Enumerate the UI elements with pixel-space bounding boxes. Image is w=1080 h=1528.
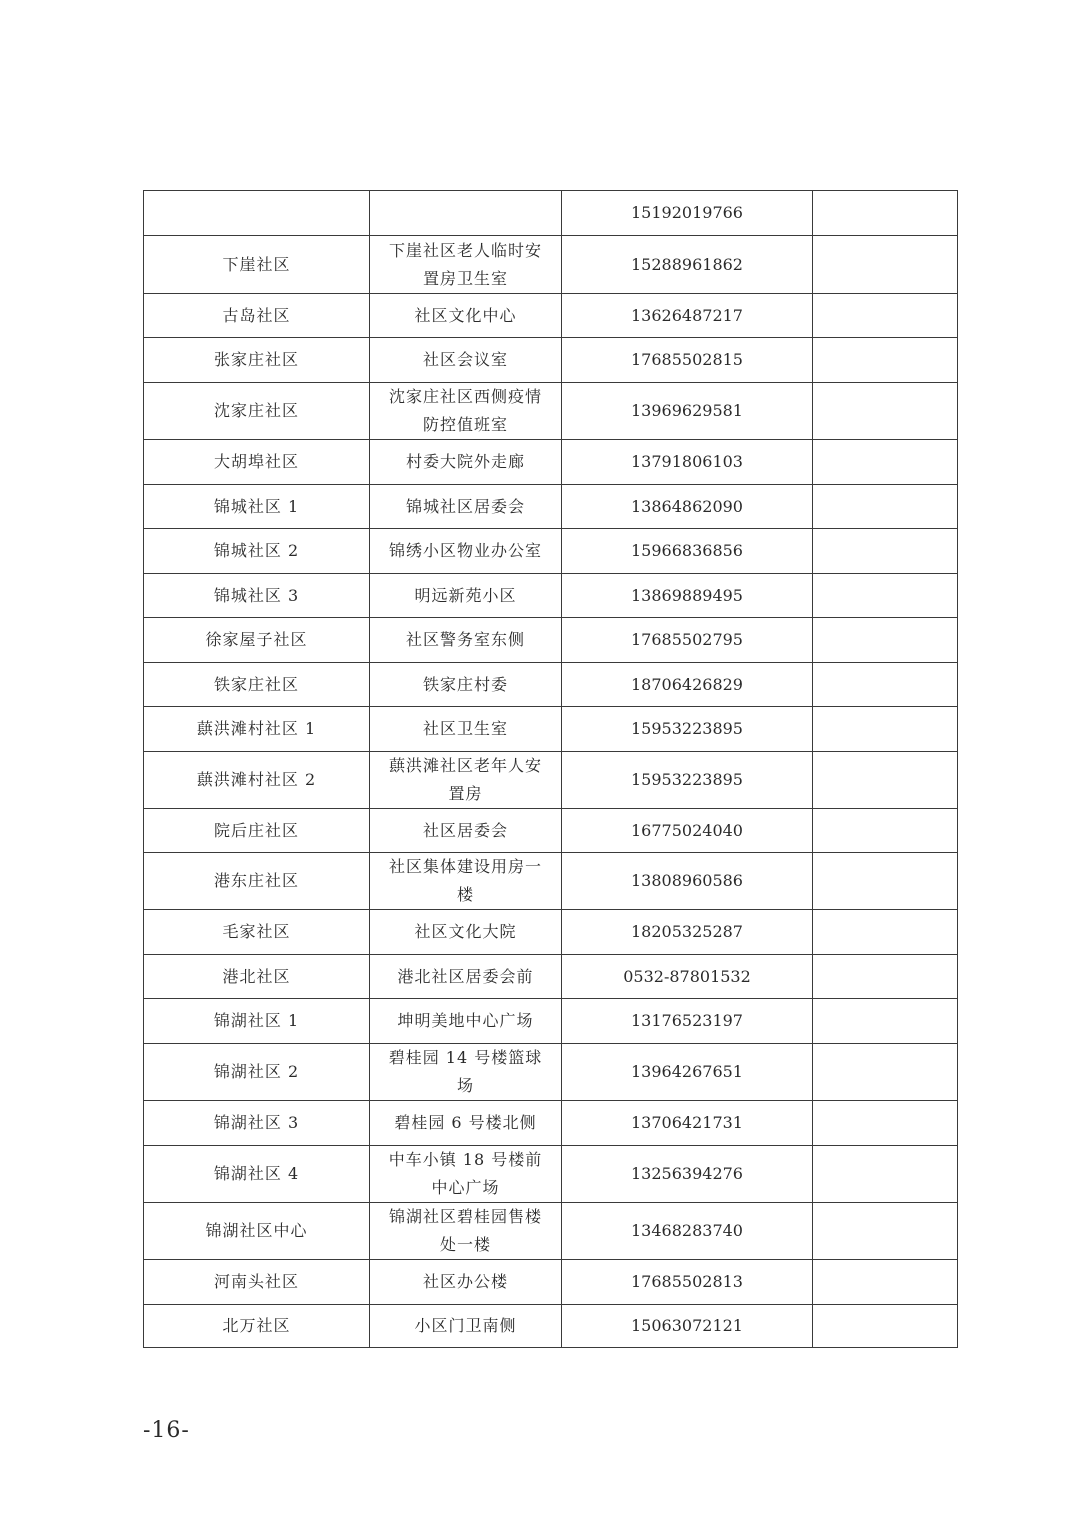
phone-cell: 13176523197 [562,999,813,1044]
phone-cell: 13468283740 [562,1203,813,1260]
community-cell: 沈家庄社区 [144,383,370,440]
note-cell [813,618,958,663]
phone-cell: 15192019766 [562,191,813,236]
note-cell [813,910,958,955]
community-cell: 张家庄社区 [144,338,370,383]
community-cell: 蕻洪滩村社区 1 [144,707,370,752]
community-cell: 锦城社区 2 [144,529,370,574]
location-cell: 铁家庄村委 [370,663,562,707]
location-cell: 社区文化大院 [370,910,562,955]
table-row [144,910,958,955]
community-cell: 港北社区 [144,955,370,999]
note-cell [813,999,958,1044]
note-cell [813,191,958,236]
location-cell: 蕻洪滩社区老年人安置房 [370,752,562,809]
note-cell [813,236,958,294]
note-cell [813,1146,958,1203]
location-cell: 村委大院外走廊 [370,440,562,485]
phone-cell: 15966836856 [562,529,813,574]
note-cell [813,485,958,529]
table-row [144,1305,958,1348]
community-cell: 锦湖社区中心 [144,1203,370,1260]
location-cell [370,191,562,236]
table-row [144,485,958,529]
note-cell [813,1305,958,1348]
phone-cell: 17685502795 [562,618,813,663]
table-row [144,809,958,853]
table-row [144,1203,958,1260]
phone-cell: 15953223895 [562,707,813,752]
note-cell [813,955,958,999]
table-row [144,853,958,910]
location-cell: 下崖社区老人临时安置房卫生室 [370,236,562,294]
phone-cell: 15953223895 [562,752,813,809]
community-cell: 古岛社区 [144,294,370,338]
table-row [144,707,958,752]
note-cell [813,440,958,485]
location-cell: 社区警务室东侧 [370,618,562,663]
table-row [144,1044,958,1101]
table-row [144,663,958,707]
note-cell [813,707,958,752]
table-row [144,191,958,236]
table-row [144,294,958,338]
community-cell: 河南头社区 [144,1260,370,1305]
note-cell [813,1101,958,1146]
table-row [144,574,958,618]
community-cell: 锦湖社区 1 [144,999,370,1044]
table-row [144,1260,958,1305]
community-cell: 锦城社区 1 [144,485,370,529]
phone-cell: 13808960586 [562,853,813,910]
note-cell [813,574,958,618]
community-cell: 蕻洪滩村社区 2 [144,752,370,809]
table-row [144,383,958,440]
table-row [144,618,958,663]
location-cell: 明远新苑小区 [370,574,562,618]
location-cell: 社区办公楼 [370,1260,562,1305]
note-cell [813,809,958,853]
note-cell [813,529,958,574]
phone-cell: 13864862090 [562,485,813,529]
table-row [144,1146,958,1203]
phone-cell: 15288961862 [562,236,813,294]
phone-cell: 0532-87801532 [562,955,813,999]
note-cell [813,294,958,338]
note-cell [813,1203,958,1260]
location-cell: 社区卫生室 [370,707,562,752]
location-cell: 社区集体建设用房一楼 [370,853,562,910]
table-row [144,1101,958,1146]
community-cell: 港东庄社区 [144,853,370,910]
location-cell: 社区会议室 [370,338,562,383]
phone-cell: 18706426829 [562,663,813,707]
community-cell: 院后庄社区 [144,809,370,853]
table-row [144,440,958,485]
table-row [144,529,958,574]
location-cell: 小区门卫南侧 [370,1305,562,1348]
phone-cell: 13256394276 [562,1146,813,1203]
phone-cell: 17685502815 [562,338,813,383]
phone-cell: 13626487217 [562,294,813,338]
note-cell [813,338,958,383]
community-cell: 锦城社区 3 [144,574,370,618]
location-cell: 碧桂园 14 号楼篮球场 [370,1044,562,1101]
phone-cell: 16775024040 [562,809,813,853]
table-row [144,752,958,809]
community-cell [144,191,370,236]
table-body [144,191,958,1348]
location-cell: 社区文化中心 [370,294,562,338]
note-cell [813,752,958,809]
community-cell: 锦湖社区 4 [144,1146,370,1203]
location-cell: 社区居委会 [370,809,562,853]
note-cell [813,853,958,910]
community-cell: 铁家庄社区 [144,663,370,707]
phone-cell: 17685502813 [562,1260,813,1305]
location-cell: 中车小镇 18 号楼前中心广场 [370,1146,562,1203]
community-cell: 锦湖社区 3 [144,1101,370,1146]
phone-cell: 13869889495 [562,574,813,618]
location-cell: 锦城社区居委会 [370,485,562,529]
community-cell: 大胡埠社区 [144,440,370,485]
community-cell: 北万社区 [144,1305,370,1348]
phone-cell: 13969629581 [562,383,813,440]
table-row [144,338,958,383]
community-cell: 锦湖社区 2 [144,1044,370,1101]
table-row [144,999,958,1044]
note-cell [813,1260,958,1305]
community-cell: 下崖社区 [144,236,370,294]
table-row [144,955,958,999]
location-cell: 港北社区居委会前 [370,955,562,999]
note-cell [813,1044,958,1101]
location-cell: 坤明美地中心广场 [370,999,562,1044]
community-cell: 毛家社区 [144,910,370,955]
note-cell [813,663,958,707]
phone-cell: 15063072121 [562,1305,813,1348]
location-cell: 沈家庄社区西侧疫情防控值班室 [370,383,562,440]
location-cell: 碧桂园 6 号楼北侧 [370,1101,562,1146]
sampling-sites-table [143,190,958,1348]
location-cell: 锦绣小区物业办公室 [370,529,562,574]
table-row [144,236,958,294]
community-cell: 徐家屋子社区 [144,618,370,663]
page-number: -16- [143,1418,190,1443]
phone-cell: 18205325287 [562,910,813,955]
phone-cell: 13964267651 [562,1044,813,1101]
phone-cell: 13791806103 [562,440,813,485]
phone-cell: 13706421731 [562,1101,813,1146]
note-cell [813,383,958,440]
location-cell: 锦湖社区碧桂园售楼处一楼 [370,1203,562,1260]
